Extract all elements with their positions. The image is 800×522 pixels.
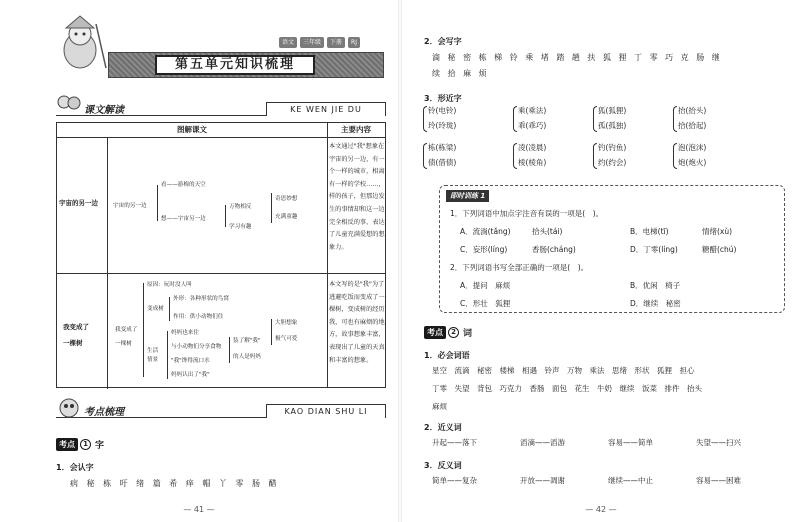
pair-a: 乘(乘法) — [518, 106, 547, 115]
similar-pair — [518, 103, 546, 133]
practice-box — [439, 185, 785, 313]
similar-pair — [678, 140, 706, 170]
pair-b: 债(借债) — [428, 158, 457, 167]
map-branch-a: 看——游梅的天空 — [161, 182, 206, 188]
words-line-1: 星空 流滴 秘密 楼梯 相遇 铃声 万物 乘法 思绪 形状 狐狸 担心 — [432, 366, 695, 375]
synonym-pair: 容易——简单 — [608, 438, 653, 447]
write-chars-1: 滴 秘 密 栋 梯 铃 乘 堵 踏 趟 扶 狐 狸 丁 零 巧 克 肠 继 — [432, 53, 720, 62]
tag-subject: 语文 — [279, 37, 297, 48]
antonym-pair: 容易——困难 — [696, 476, 741, 485]
map-brace — [229, 337, 230, 363]
brace — [673, 106, 677, 132]
lesson-name-2 — [63, 319, 89, 351]
brace — [423, 143, 427, 169]
recognize-chars: 病 秘 栋 吁 绪 篇 希 痒 帽 丫 零 肠 醋 — [70, 479, 277, 488]
course-tags — [279, 37, 360, 48]
page-title: 第五单元知识梳理 — [155, 55, 315, 75]
write-chars-2: 续 拾 麻 烦 — [432, 69, 487, 78]
map-m2b: 变成树 — [147, 306, 164, 312]
similar-pair — [678, 103, 706, 133]
map-result-1b: 充满童趣 — [275, 214, 298, 220]
q1-option-a: A．流淌(tǎng) — [460, 227, 511, 236]
kaodian-1-header — [56, 438, 104, 451]
q2-option-c: C．形壮 狐狸 — [460, 299, 511, 308]
map-result-2b: 极气可爱 — [275, 336, 298, 342]
similar-pair — [518, 140, 546, 170]
section-title-en: KE WEN JIE DU — [266, 102, 386, 116]
q1-option-d: D．丁零(líng) — [630, 245, 678, 254]
map-m5 — [147, 347, 158, 365]
pair-b: 约(约会) — [598, 158, 627, 167]
kaodian-label: 考点 — [424, 326, 446, 339]
kaodian-label: 考点 — [56, 438, 78, 451]
map-m8: 妈妈认出了"我" — [171, 372, 210, 378]
lesson-desc-1: 本文通过"我"想象在宇宙的另一边，有一个一样的城市，相离有一样的学校……，样的孩子，但那边发生的事情却和这一边完全相反的事，表达了儿童充满爱想的想象力。 — [329, 143, 385, 251]
map-root-2 — [115, 323, 137, 351]
words-line-2: 丁零 失望 背包 巧克力 香肠 面包 花生 牛奶 继续 饭菜 排件 抬头 — [432, 384, 702, 393]
q1-option-b-word2: 情绪(xù) — [702, 227, 733, 236]
section-title-cn: 课文解读 — [84, 105, 124, 116]
antonym-pair: 开放——凋谢 — [520, 476, 565, 485]
synonym-pair: 滔滴——滔游 — [520, 438, 565, 447]
section-title-cn: 考点梳理 — [84, 407, 124, 418]
table-divider — [107, 138, 108, 389]
owl-icon — [56, 396, 82, 418]
map-leaf-2a: 装了解"我" — [233, 338, 261, 344]
tag-edition: RJ — [348, 37, 360, 48]
map-brace — [167, 331, 168, 379]
mascot-illustration-icon — [52, 14, 108, 72]
q2-option-d: D．继续 秘密 — [630, 299, 681, 308]
table-divider — [327, 123, 328, 387]
heading-synonyms: 2．近义词 — [424, 423, 462, 432]
lesson-name-2-line2: 一棵树 — [63, 339, 83, 347]
map-m4: 妈妈也来住 — [171, 330, 199, 336]
kaodian-name: 词 — [463, 329, 473, 339]
title-banner — [108, 52, 384, 78]
pair-b: 炮(炮火) — [678, 158, 707, 167]
pair-a: 狐(狐狸) — [598, 106, 627, 115]
map-m1: 原因：玩时没人叫 — [147, 282, 192, 288]
q1-option-a-word2: 拾头(tái) — [532, 227, 563, 236]
tag-volume: 下册 — [327, 37, 345, 48]
q1-option-c-word2: 香肠(cháng) — [532, 245, 576, 254]
q1-option-c: C．妄形(líng) — [460, 245, 508, 254]
similar-pair — [428, 140, 456, 170]
antonym-pair: 简单——复杂 — [432, 476, 477, 485]
table-row-divider — [57, 273, 385, 274]
map-m2: 外形：各种形状的鸟窝 — [173, 296, 229, 302]
map-m3: 作用：供小动物们住 — [173, 314, 224, 320]
brace — [513, 106, 517, 132]
pair-b: 玲(玲珑) — [428, 121, 457, 130]
pair-b: 乖(乖巧) — [518, 121, 547, 130]
section-header-kewen — [56, 100, 386, 116]
brace — [593, 143, 597, 169]
map-root-2-line2: 一棵树 — [115, 341, 132, 347]
map-root-1: 宇宙的另一边 — [113, 203, 147, 209]
pair-a: 栋(栋梁) — [428, 143, 457, 152]
pair-a: 泡(泡沫) — [678, 143, 707, 152]
left-page — [0, 0, 398, 522]
map-result-2a: 大胆想象 — [275, 320, 298, 326]
similar-pair — [598, 140, 626, 170]
map-leaf-2b: 的人是妈妈 — [233, 354, 261, 360]
brace — [423, 106, 427, 132]
map-branch-b: 想——宇宙另一边 — [161, 216, 206, 222]
antonym-pair: 继续——中止 — [608, 476, 653, 485]
map-brace — [157, 185, 158, 221]
section-header-kaodian — [56, 402, 386, 418]
heading-antonyms: 3．反义词 — [424, 461, 462, 470]
pair-a: 钓(钓鱼) — [598, 143, 627, 152]
lesson-name-2-line1: 我变成了 — [63, 323, 89, 331]
page-number-left: — 41 — — [183, 505, 215, 514]
kaodian-number: 2 — [448, 327, 459, 338]
map-brace — [271, 193, 272, 223]
map-m7: "我"馋得流口水 — [171, 358, 210, 364]
map-leaf-b1: 万物相反 — [229, 204, 252, 210]
pair-a: 铃(电铃) — [428, 106, 457, 115]
words-line-3: 麻烦 — [432, 402, 447, 411]
brace — [673, 143, 677, 169]
map-root-2-line1: 我变成了 — [115, 327, 138, 333]
map-brace — [225, 205, 226, 227]
kaodian-2-header — [424, 326, 472, 339]
page-number-right: — 42 — — [585, 505, 617, 514]
map-brace — [143, 283, 144, 377]
heading-words: 1．必会词语 — [424, 351, 470, 360]
q2-option-b: B．优闲 椅子 — [630, 281, 681, 290]
q1-option-d-word2: 糖醋(chú) — [702, 245, 737, 254]
heading-similar: 3．形近字 — [424, 94, 462, 103]
right-page — [402, 0, 800, 522]
section-title-en: KAO DIAN SHU LI — [266, 404, 386, 418]
kaodian-number: 1 — [80, 439, 91, 450]
lesson-table — [56, 122, 386, 388]
map-brace — [169, 297, 170, 321]
pair-a: 凌(凌晨) — [518, 143, 547, 152]
practice-title: 即时训练 1 — [446, 190, 489, 202]
similar-pair — [428, 103, 456, 133]
kids-icon — [56, 94, 82, 116]
q1-option-b: B．电梯(tī) — [630, 227, 669, 236]
brace — [513, 143, 517, 169]
pair-b: 拾(拾起) — [678, 121, 707, 130]
map-m5-line2: 情景 — [147, 357, 159, 363]
kaodian-name: 字 — [95, 441, 105, 451]
map-m6: 与小动物们分享食物 — [171, 344, 222, 350]
lesson-name-1: 宇宙的另一边 — [59, 199, 98, 207]
pair-a: 抬(抬头) — [678, 106, 707, 115]
heading-recognize: 1．会认字 — [56, 463, 94, 472]
heading-write: 2．会写字 — [424, 37, 462, 46]
synonym-pair: 失望——扫兴 — [696, 438, 741, 447]
pair-b: 棱(棱角) — [518, 158, 547, 167]
table-header-content: 主要内容 — [327, 123, 385, 138]
table-header-diagram: 图解课文 — [57, 123, 327, 138]
synonym-pair: 升起——落下 — [432, 438, 477, 447]
brace — [593, 106, 597, 132]
map-brace — [271, 319, 272, 345]
lesson-desc-2: 本文写的是"我"为了逃避吃饭而变成了一棵树，变成树的经历我，可也有麻烦的地方，故事想象丰富，表现出了儿童的天真和丰富的想象。 — [329, 281, 385, 364]
tag-grade: 三年级 — [300, 37, 324, 48]
map-leaf-b2: 学习有趣 — [229, 224, 252, 230]
map-m5-line1: 生活 — [147, 348, 159, 354]
q2-option-a: A．提问 麻烦 — [460, 281, 511, 290]
question-2: 2．下列词语书写全部正确的一项是( )。 — [450, 263, 589, 272]
map-result-1a: 奇思妙想 — [275, 196, 298, 202]
question-1: 1．下列词语中加点字注音有误的一项是( )。 — [450, 209, 604, 218]
similar-pair — [598, 103, 626, 133]
pair-b: 孤(孤独) — [598, 121, 627, 130]
